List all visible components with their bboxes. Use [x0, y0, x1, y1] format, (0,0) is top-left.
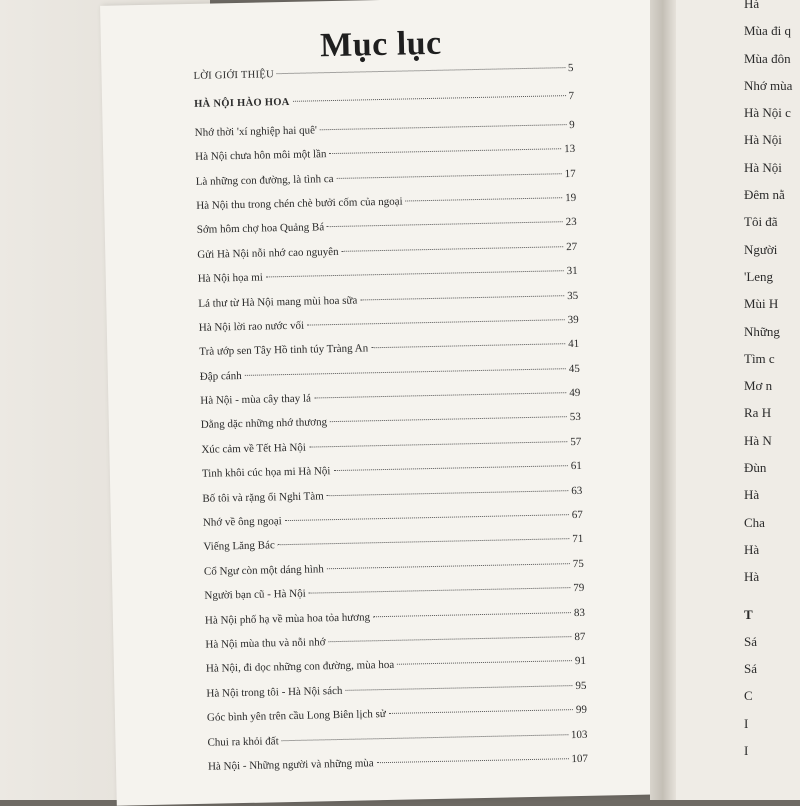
toc-entry-title: Đập cánh: [199, 369, 242, 383]
dot-leader: [278, 539, 570, 546]
dot-leader: [397, 661, 572, 666]
toc-entry-title: Nhớ thời 'xí nghiệp hai quê': [194, 124, 318, 139]
toc-entry-page: 75: [572, 557, 584, 570]
right-page-line: I: [744, 743, 749, 759]
toc-entry-title: Hà Nội lời rao nước vối: [198, 319, 305, 334]
dot-leader: [285, 514, 569, 521]
toc-entry-title: Nhớ về ông ngoại: [202, 515, 282, 529]
dot-leader: [345, 685, 572, 691]
toc-entry-title: Góc bình yên trên cầu Long Biên lịch sử: [206, 708, 386, 724]
dot-leader: [327, 563, 570, 569]
toc-entry-title: Hà Nội thu trong chén chè bưởi cốm của ngoại: [196, 195, 403, 212]
toc-entry-page: 57: [570, 435, 582, 448]
dot-leader: [293, 96, 566, 103]
toc-entry-title: Bố tôi và rặng ổi Nghi Tàm: [202, 489, 324, 505]
right-page-line: Hà Nội c: [744, 105, 791, 121]
right-page-line: Mùa đi q: [744, 23, 791, 39]
toc-entry-page: 41: [568, 338, 580, 351]
right-page-line: Ra H: [744, 405, 772, 421]
toc-entry-page: 5: [567, 61, 574, 75]
toc-entry-page: 67: [571, 508, 583, 522]
right-page-line: Đùn: [744, 460, 767, 476]
toc-entry-page: 23: [565, 216, 577, 229]
right-page-line: 'Leng: [744, 268, 774, 284]
right-page-line: Đêm nằ: [744, 187, 785, 203]
toc-entry-title: Viếng Lăng Bác: [203, 539, 275, 554]
toc-entry: [194, 90, 574, 122]
toc-entry-title: Hà Nội phố hạ về mùa hoa tỏa hương: [204, 610, 371, 627]
toc-entry-page: 79: [573, 582, 585, 595]
right-page-line: Hà: [744, 541, 760, 557]
toc-entry-page: 91: [574, 655, 587, 668]
toc-entry-page: 39: [567, 313, 579, 327]
toc-entry-page: 99: [575, 703, 588, 717]
page-title: Mục lục: [319, 24, 443, 65]
toc-entry-page: 71: [572, 533, 584, 546]
toc-entry-page: 7: [568, 90, 575, 103]
dot-leader: [337, 173, 562, 179]
toc-entry-title: Chui ra khỏi đất: [207, 734, 279, 749]
toc-entry-title: Hà Nội - Những người và những mùa: [207, 757, 374, 773]
dot-leader: [327, 490, 569, 496]
toc-entry-page: 103: [570, 728, 588, 741]
toc-entry-page: 107: [571, 752, 589, 766]
toc-entry-title: Dằng dặc những nhớ thương: [200, 416, 328, 432]
toc-entry-title: LỜI GIỚI THIỆU: [193, 69, 275, 82]
toc-entry-title: Tinh khôi cúc họa mi Hà Nội: [201, 465, 331, 481]
toc-entry: [193, 62, 573, 94]
right-page-list: [744, 0, 792, 764]
toc-entry-page: 9: [569, 118, 575, 131]
right-page-line: Hà: [744, 569, 760, 585]
dot-leader: [309, 441, 567, 447]
right-page-line: Người: [744, 241, 778, 257]
toc-entry-title: Lá thư từ Hà Nội mang mùi hoa sữa: [198, 294, 358, 310]
toc-entry-title: Hà Nội trong tôi - Hà Nội sách: [206, 684, 343, 700]
dot-leader: [282, 734, 568, 741]
right-page-line: Cha: [744, 514, 765, 530]
dot-leader: [266, 270, 564, 277]
toc-entry-title: Hà Nội họa mi: [197, 271, 263, 286]
right-page-line: Sá: [744, 633, 757, 649]
toc-entry-title: Sớm hôm chợ hoa Quảng Bá: [196, 221, 325, 237]
toc-entry-title: Là những con đường, là tình ca: [195, 172, 334, 188]
dot-leader: [333, 465, 567, 471]
toc-entry-title: Xúc cảm về Tết Hà Nội: [201, 441, 307, 456]
toc-entry-page: 17: [564, 167, 576, 180]
right-page-line: T: [744, 606, 753, 622]
toc-entry-title: Người bạn cũ - Hà Nội: [204, 587, 306, 603]
toc-entry-title: Trà ướp sen Tây Hồ tinh túy Tràng An: [199, 342, 369, 359]
dot-leader: [360, 295, 564, 300]
toc-entry-page: 45: [568, 362, 580, 375]
right-page-line: C: [744, 688, 753, 704]
right-page-line: Mùa đôn: [744, 50, 791, 66]
toc-entry-page: 61: [570, 460, 582, 473]
toc-entry-title: Hà Nội - mùa cây thay lá: [200, 392, 312, 407]
book-page: [100, 0, 677, 806]
dot-leader: [371, 343, 565, 348]
dot-leader: [406, 197, 563, 201]
dot-leader: [328, 636, 571, 642]
right-page-line: Hà Nội: [744, 132, 782, 148]
dot-leader: [277, 67, 565, 74]
dot-leader: [320, 124, 566, 130]
right-page-line: Hà N: [744, 432, 772, 448]
dot-leader: [309, 587, 571, 593]
toc-entry-page: 95: [575, 679, 587, 692]
toc-entry-title: HÀ NỘI HÀO HOA: [194, 97, 290, 111]
dot-leader: [330, 417, 567, 423]
toc-entry-page: 63: [571, 484, 583, 497]
right-page-line: Hà: [744, 487, 760, 503]
right-page-line: Mùi H: [744, 296, 779, 312]
dot-leader: [245, 368, 566, 376]
toc-entry-page: 13: [564, 143, 576, 156]
toc-entry-page: 35: [567, 289, 579, 302]
dot-leader: [373, 612, 571, 617]
right-page-line: Sá: [744, 661, 757, 677]
toc-entry-title: Gửi Hà Nội nỗi nhớ cao nguyên: [197, 245, 339, 261]
toc-entry-page: 87: [574, 630, 586, 644]
right-page-line: Tôi đã: [744, 214, 778, 230]
right-page-line: Những: [744, 323, 780, 339]
right-page: [676, 0, 800, 800]
dot-leader: [389, 709, 573, 714]
dot-leader: [314, 392, 566, 398]
right-page-line: Tìm c: [744, 350, 775, 366]
right-page-line: Hà Nội: [744, 159, 782, 175]
toc-entry-page: 83: [573, 606, 585, 619]
toc-entry-title: Cổ Ngư còn một dáng hình: [203, 563, 324, 578]
toc-entry-title: Hà Nội chưa hôn môi một lần: [195, 148, 327, 164]
dot-leader: [329, 148, 561, 154]
dot-leader: [342, 246, 564, 252]
book-gutter: [650, 0, 678, 800]
dot-leader: [307, 319, 565, 325]
toc-entry-title: Hà Nội, đi dọc những con đường, mùa hoa: [205, 659, 395, 676]
dot-leader: [377, 758, 569, 763]
toc-entry-page: 27: [566, 240, 578, 253]
right-page-line: Nhớ mùa: [744, 77, 793, 93]
right-page-line: Hà: [744, 0, 760, 11]
toc-entry-page: 49: [569, 386, 581, 400]
table-of-contents: [193, 62, 588, 785]
right-page-line: Mơ n: [744, 378, 773, 394]
toc-entry-page: 19: [565, 191, 577, 205]
toc-entry-page: 31: [566, 265, 578, 278]
dot-leader: [327, 222, 563, 228]
toc-entry-title: Hà Nội mùa thu và nỗi nhớ: [205, 636, 326, 651]
toc-entry-page: 53: [569, 411, 581, 424]
right-page-line: I: [744, 715, 749, 731]
